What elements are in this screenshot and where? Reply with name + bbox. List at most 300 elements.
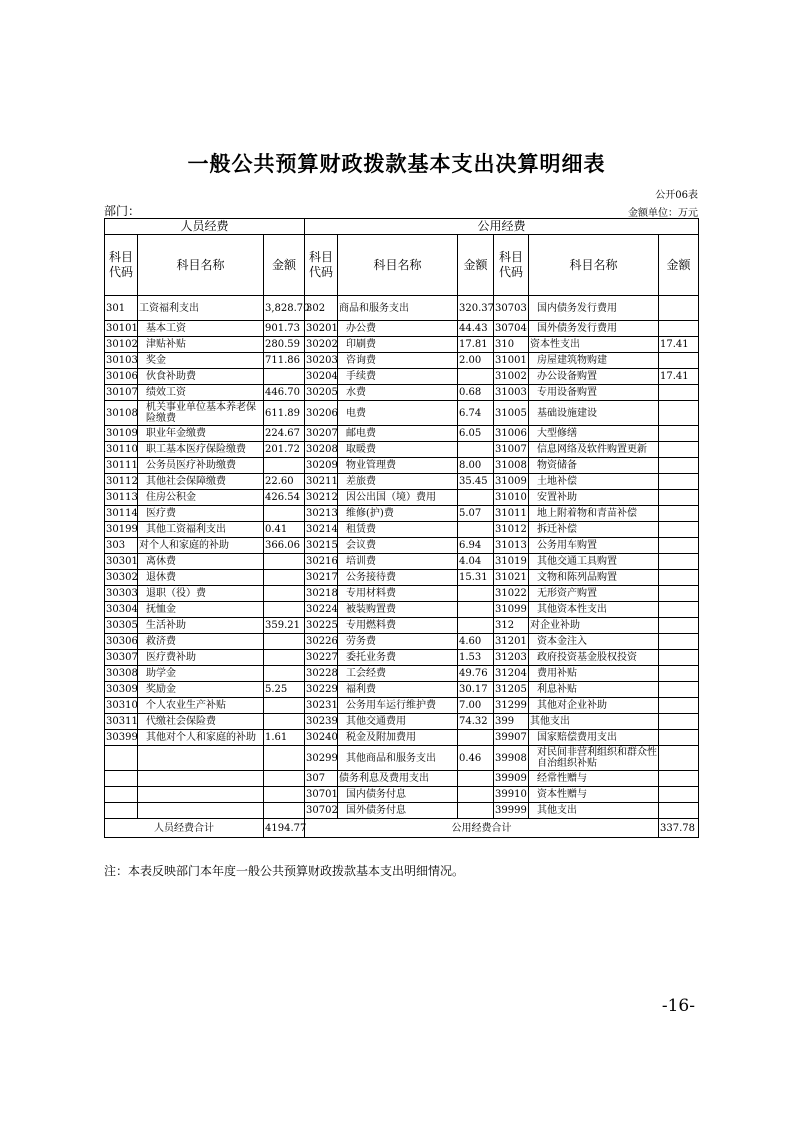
cell-name: 差旅费: [338, 474, 458, 490]
cell-code: 30227: [305, 650, 338, 666]
cell-code: 30212: [305, 490, 338, 506]
cell-code: 30225: [305, 618, 338, 634]
cell-code: 31008: [494, 458, 529, 474]
header-name: 科目名称: [338, 235, 458, 296]
cell-amount: 30.17: [458, 682, 494, 698]
cell-code: 303: [105, 538, 138, 554]
cell-code: [105, 803, 138, 819]
cell-name: [138, 746, 264, 771]
cell-amount: 17.41: [659, 337, 699, 353]
table-row: [105, 353, 699, 369]
cell-code: 30201: [305, 321, 338, 337]
cell-amount: 280.59: [264, 337, 305, 353]
cell-amount: 15.31: [458, 570, 494, 586]
cell-code: 31010: [494, 490, 529, 506]
cell-name: 其他工资福利支出: [138, 522, 264, 538]
cell-code: 30305: [105, 618, 138, 634]
cell-code: 31012: [494, 522, 529, 538]
cell-code: 30208: [305, 442, 338, 458]
cell-amount: [264, 771, 305, 787]
cell-amount: [264, 586, 305, 602]
table-row: [105, 385, 699, 401]
cell-amount: 611.89: [264, 401, 305, 426]
cell-name: 安置补助: [529, 490, 659, 506]
cell-code: 30207: [305, 426, 338, 442]
cell-name: 水费: [338, 385, 458, 401]
cell-amount: [659, 426, 699, 442]
cell-name: 费用补贴: [529, 666, 659, 682]
page-number: -16-: [661, 996, 695, 1016]
cell-name: 生活补助: [138, 618, 264, 634]
cell-name: 商品和服务支出: [338, 296, 458, 321]
cell-name: 无形资产购置: [529, 586, 659, 602]
cell-name: [138, 771, 264, 787]
cell-name: 住房公积金: [138, 490, 264, 506]
cell-code: 30103: [105, 353, 138, 369]
table-row: [105, 803, 699, 819]
cell-amount: [659, 586, 699, 602]
cell-name: 手续费: [338, 369, 458, 385]
cell-name: 其他交通费用: [338, 714, 458, 730]
cell-name: 公务员医疗补助缴费: [138, 458, 264, 474]
group-personnel-header: 人员经费: [105, 219, 305, 235]
cell-name: 办公设备购置: [529, 369, 659, 385]
cell-code: 30306: [105, 634, 138, 650]
cell-name: 政府投资基金股权投资: [529, 650, 659, 666]
cell-amount: 3,828.70: [264, 296, 305, 321]
cell-code: 30226: [305, 634, 338, 650]
table-row: [105, 490, 699, 506]
cell-amount: 901.73: [264, 321, 305, 337]
cell-amount: [659, 296, 699, 321]
cell-name: 对个人和家庭的补助: [138, 538, 264, 554]
cell-code: 312: [494, 618, 529, 634]
cell-amount: 0.41: [264, 522, 305, 538]
cell-code: 30701: [305, 787, 338, 803]
table-row: [105, 321, 699, 337]
cell-name: 医疗费补助: [138, 650, 264, 666]
cell-name: 信息网络及软件购置更新: [529, 442, 659, 458]
cell-code: 30228: [305, 666, 338, 682]
cell-code: 30111: [105, 458, 138, 474]
cell-code: 39908: [494, 746, 529, 771]
cell-name: 机关事业单位基本养老保险缴费: [138, 401, 264, 426]
cell-name: 物资储备: [529, 458, 659, 474]
cell-code: 30240: [305, 730, 338, 746]
cell-name: 因公出国（境）费用: [338, 490, 458, 506]
cell-name: 公务用车购置: [529, 538, 659, 554]
cell-name: 其他支出: [529, 803, 659, 819]
cell-amount: [458, 490, 494, 506]
cell-amount: [659, 698, 699, 714]
cell-name: 土地补偿: [529, 474, 659, 490]
cell-amount: 8.00: [458, 458, 494, 474]
cell-code: 30224: [305, 602, 338, 618]
cell-code: [105, 746, 138, 771]
cell-name: 专用材料费: [338, 586, 458, 602]
cell-code: 30301: [105, 554, 138, 570]
cell-code: 310: [494, 337, 529, 353]
cell-code: 30311: [105, 714, 138, 730]
cell-code: 30239: [305, 714, 338, 730]
cell-amount: [659, 321, 699, 337]
personnel-total-label: 人员经费合计: [105, 819, 264, 838]
cell-amount: [659, 746, 699, 771]
table-row: [105, 570, 699, 586]
cell-amount: 2.00: [458, 353, 494, 369]
cell-code: 302: [305, 296, 338, 321]
cell-amount: 4.04: [458, 554, 494, 570]
cell-name: 维修(护)费: [338, 506, 458, 522]
cell-name: 国外债务付息: [338, 803, 458, 819]
cell-code: 31022: [494, 586, 529, 602]
cell-name: 公务接待费: [338, 570, 458, 586]
table-row: [105, 634, 699, 650]
cell-amount: 426.54: [264, 490, 305, 506]
cell-code: 30106: [105, 369, 138, 385]
cell-name: 福利费: [338, 682, 458, 698]
cell-name: 工会经费: [338, 666, 458, 682]
header-amount: 金额: [458, 235, 494, 296]
cell-code: 30109: [105, 426, 138, 442]
header-name: 科目名称: [138, 235, 264, 296]
cell-code: 30113: [105, 490, 138, 506]
cell-amount: [659, 787, 699, 803]
cell-name: 咨询费: [338, 353, 458, 369]
cell-code: 39999: [494, 803, 529, 819]
cell-code: 30112: [105, 474, 138, 490]
cell-name: 印刷费: [338, 337, 458, 353]
cell-name: 经常性赠与: [529, 771, 659, 787]
header-code: 科目代码: [305, 235, 338, 296]
expenditure-table: [104, 218, 699, 838]
cell-amount: [659, 730, 699, 746]
cell-name: 国内债务发行费用: [529, 296, 659, 321]
cell-name: 其他支出: [529, 714, 659, 730]
cell-code: 30214: [305, 522, 338, 538]
table-row: [105, 771, 699, 787]
cell-code: 39909: [494, 771, 529, 787]
cell-name: 其他社会保障缴费: [138, 474, 264, 490]
table-row: [105, 337, 699, 353]
cell-amount: 201.72: [264, 442, 305, 458]
cell-amount: 6.94: [458, 538, 494, 554]
cell-name: 绩效工资: [138, 385, 264, 401]
cell-code: 30704: [494, 321, 529, 337]
cell-name: 退休费: [138, 570, 264, 586]
cell-code: 31001: [494, 353, 529, 369]
cell-code: 31009: [494, 474, 529, 490]
cell-amount: [659, 554, 699, 570]
cell-name: 其他交通工具购置: [529, 554, 659, 570]
cell-code: 30229: [305, 682, 338, 698]
table-row: [105, 522, 699, 538]
table-row: [105, 474, 699, 490]
group-public-header: 公用经费: [305, 219, 699, 235]
cell-name: 其他对个人和家庭的补助: [138, 730, 264, 746]
cell-code: 30107: [105, 385, 138, 401]
cell-code: 30299: [305, 746, 338, 771]
public-total-label: 公用经费合计: [305, 819, 659, 838]
cell-name: 租赁费: [338, 522, 458, 538]
table-row: [105, 602, 699, 618]
cell-amount: [659, 401, 699, 426]
cell-code: 30209: [305, 458, 338, 474]
cell-amount: [458, 602, 494, 618]
cell-amount: 17.41: [659, 369, 699, 385]
table-row: [105, 554, 699, 570]
cell-name: 邮电费: [338, 426, 458, 442]
cell-name: 职工基本医疗保险缴费: [138, 442, 264, 458]
cell-amount: [659, 442, 699, 458]
cell-amount: [659, 682, 699, 698]
cell-amount: [659, 490, 699, 506]
cell-code: 31019: [494, 554, 529, 570]
cell-amount: [659, 618, 699, 634]
cell-name: 伙食补助费: [138, 369, 264, 385]
cell-amount: [458, 618, 494, 634]
cell-code: 39907: [494, 730, 529, 746]
cell-amount: [659, 474, 699, 490]
cell-name: 被装购置费: [338, 602, 458, 618]
cell-amount: [264, 634, 305, 650]
cell-amount: 366.06: [264, 538, 305, 554]
header-name: 科目名称: [529, 235, 659, 296]
cell-code: 31007: [494, 442, 529, 458]
cell-amount: [659, 634, 699, 650]
cell-amount: [659, 385, 699, 401]
cell-code: 30218: [305, 586, 338, 602]
department-label: 部门：: [104, 204, 141, 218]
cell-amount: [659, 538, 699, 554]
cell-amount: [264, 369, 305, 385]
cell-name: 税金及附加费用: [338, 730, 458, 746]
cell-name: [138, 803, 264, 819]
header-amount: 金额: [659, 235, 699, 296]
cell-name: 抚恤金: [138, 602, 264, 618]
cell-code: 30108: [105, 401, 138, 426]
cell-amount: 6.74: [458, 401, 494, 426]
cell-amount: [264, 458, 305, 474]
cell-amount: 49.76: [458, 666, 494, 682]
cell-amount: [264, 650, 305, 666]
cell-name: 国外债务发行费用: [529, 321, 659, 337]
cell-code: 30303: [105, 586, 138, 602]
cell-name: 大型修缮: [529, 426, 659, 442]
cell-code: 31021: [494, 570, 529, 586]
cell-name: 拆迁补偿: [529, 522, 659, 538]
cell-code: 30216: [305, 554, 338, 570]
cell-name: 个人农业生产补贴: [138, 698, 264, 714]
cell-code: 30304: [105, 602, 138, 618]
cell-name: 培训费: [338, 554, 458, 570]
cell-name: 奖励金: [138, 682, 264, 698]
cell-name: 基础设施建设: [529, 401, 659, 426]
cell-name: 文物和陈列品购置: [529, 570, 659, 586]
cell-code: 31003: [494, 385, 529, 401]
cell-amount: 446.70: [264, 385, 305, 401]
cell-name: 医疗费: [138, 506, 264, 522]
cell-amount: [458, 803, 494, 819]
cell-amount: [264, 787, 305, 803]
cell-code: 30213: [305, 506, 338, 522]
cell-name: 代缴社会保险费: [138, 714, 264, 730]
cell-code: 30101: [105, 321, 138, 337]
cell-name: 国家赔偿费用支出: [529, 730, 659, 746]
cell-amount: 0.46: [458, 746, 494, 771]
cell-code: 30206: [305, 401, 338, 426]
form-number: 公开06表: [655, 190, 698, 201]
cell-amount: [264, 714, 305, 730]
cell-amount: [264, 666, 305, 682]
cell-name: 物业管理费: [338, 458, 458, 474]
cell-name: 救济费: [138, 634, 264, 650]
cell-name: 国内债务付息: [338, 787, 458, 803]
cell-amount: [458, 369, 494, 385]
cell-code: 30310: [105, 698, 138, 714]
footnote: 注：本表反映部门本年度一般公共预算财政拨款基本支出明细情况。: [104, 864, 465, 878]
totals-row: [105, 819, 699, 838]
cell-name: 对民间非营利组织和群众性自治组织补贴: [529, 746, 659, 771]
cell-name: 房屋建筑物购建: [529, 353, 659, 369]
cell-amount: [659, 666, 699, 682]
cell-code: 30204: [305, 369, 338, 385]
public-total-value: 337.78: [659, 819, 699, 838]
table-row: [105, 586, 699, 602]
table-row: [105, 401, 699, 426]
cell-name: 地上附着物和青苗补偿: [529, 506, 659, 522]
cell-name: 离休费: [138, 554, 264, 570]
cell-name: 劳务费: [338, 634, 458, 650]
cell-code: 307: [305, 771, 338, 787]
cell-amount: [264, 570, 305, 586]
cell-amount: [264, 554, 305, 570]
cell-amount: 17.81: [458, 337, 494, 353]
cell-name: 职业年金缴费: [138, 426, 264, 442]
cell-code: 31011: [494, 506, 529, 522]
cell-amount: 6.05: [458, 426, 494, 442]
table-row: [105, 538, 699, 554]
cell-code: [105, 771, 138, 787]
cell-amount: 7.00: [458, 698, 494, 714]
cell-code: 31205: [494, 682, 529, 698]
table-row: [105, 650, 699, 666]
cell-code: 30309: [105, 682, 138, 698]
cell-amount: [264, 698, 305, 714]
cell-amount: [659, 506, 699, 522]
cell-name: [138, 787, 264, 803]
cell-amount: 5.25: [264, 682, 305, 698]
cell-amount: 74.32: [458, 714, 494, 730]
cell-code: 31002: [494, 369, 529, 385]
table-row: [105, 666, 699, 682]
cell-amount: [458, 787, 494, 803]
cell-code: 30205: [305, 385, 338, 401]
table-row: [105, 442, 699, 458]
cell-code: 30231: [305, 698, 338, 714]
cell-name: 资本金注入: [529, 634, 659, 650]
cell-code: 30215: [305, 538, 338, 554]
cell-name: 其他对企业补助: [529, 698, 659, 714]
table-row: [105, 787, 699, 803]
cell-name: 其他商品和服务支出: [338, 746, 458, 771]
page-title: 一般公共预算财政拨款基本支出决算明细表: [187, 152, 606, 176]
cell-amount: 224.67: [264, 426, 305, 442]
cell-amount: [264, 602, 305, 618]
unit-label: 金额单位：万元: [628, 208, 698, 219]
cell-amount: [264, 506, 305, 522]
cell-code: 30211: [305, 474, 338, 490]
cell-code: 30203: [305, 353, 338, 369]
table-row: [105, 296, 699, 321]
table-row: [105, 746, 699, 771]
cell-code: 30199: [105, 522, 138, 538]
cell-name: 工资福利支出: [138, 296, 264, 321]
cell-name: 专用设备购置: [529, 385, 659, 401]
table-row: [105, 458, 699, 474]
cell-amount: 320.37: [458, 296, 494, 321]
cell-name: 专用燃料费: [338, 618, 458, 634]
cell-code: 30703: [494, 296, 529, 321]
header-code: 科目代码: [494, 235, 529, 296]
cell-code: 30202: [305, 337, 338, 353]
cell-amount: [659, 570, 699, 586]
cell-code: 31005: [494, 401, 529, 426]
cell-code: 30217: [305, 570, 338, 586]
cell-amount: [458, 730, 494, 746]
cell-amount: [659, 458, 699, 474]
cell-amount: 0.68: [458, 385, 494, 401]
cell-name: 奖金: [138, 353, 264, 369]
header-amount: 金额: [264, 235, 305, 296]
cell-amount: 44.43: [458, 321, 494, 337]
cell-amount: 1.53: [458, 650, 494, 666]
cell-amount: 1.61: [264, 730, 305, 746]
cell-code: 30302: [105, 570, 138, 586]
cell-name: 委托业务费: [338, 650, 458, 666]
cell-code: 31204: [494, 666, 529, 682]
cell-name: 资本性支出: [529, 337, 659, 353]
cell-code: 31099: [494, 602, 529, 618]
cell-code: 31006: [494, 426, 529, 442]
header-code: 科目代码: [105, 235, 138, 296]
cell-amount: [659, 650, 699, 666]
cell-name: 津贴补贴: [138, 337, 264, 353]
table-row: [105, 698, 699, 714]
cell-amount: 5.07: [458, 506, 494, 522]
cell-code: [105, 787, 138, 803]
cell-amount: [659, 714, 699, 730]
cell-code: 31299: [494, 698, 529, 714]
cell-code: 301: [105, 296, 138, 321]
cell-amount: [659, 602, 699, 618]
cell-amount: [659, 803, 699, 819]
cell-name: 债务利息及费用支出: [338, 771, 458, 787]
cell-name: 其他资本性支出: [529, 602, 659, 618]
cell-amount: 4.60: [458, 634, 494, 650]
cell-amount: [659, 353, 699, 369]
cell-name: 利息补贴: [529, 682, 659, 698]
cell-code: 31203: [494, 650, 529, 666]
cell-name: 助学金: [138, 666, 264, 682]
cell-code: 30102: [105, 337, 138, 353]
table-row: [105, 506, 699, 522]
cell-amount: 359.21: [264, 618, 305, 634]
cell-amount: 35.45: [458, 474, 494, 490]
personnel-total-value: 4194.77: [264, 819, 305, 838]
cell-name: 对企业补助: [529, 618, 659, 634]
cell-amount: [458, 771, 494, 787]
